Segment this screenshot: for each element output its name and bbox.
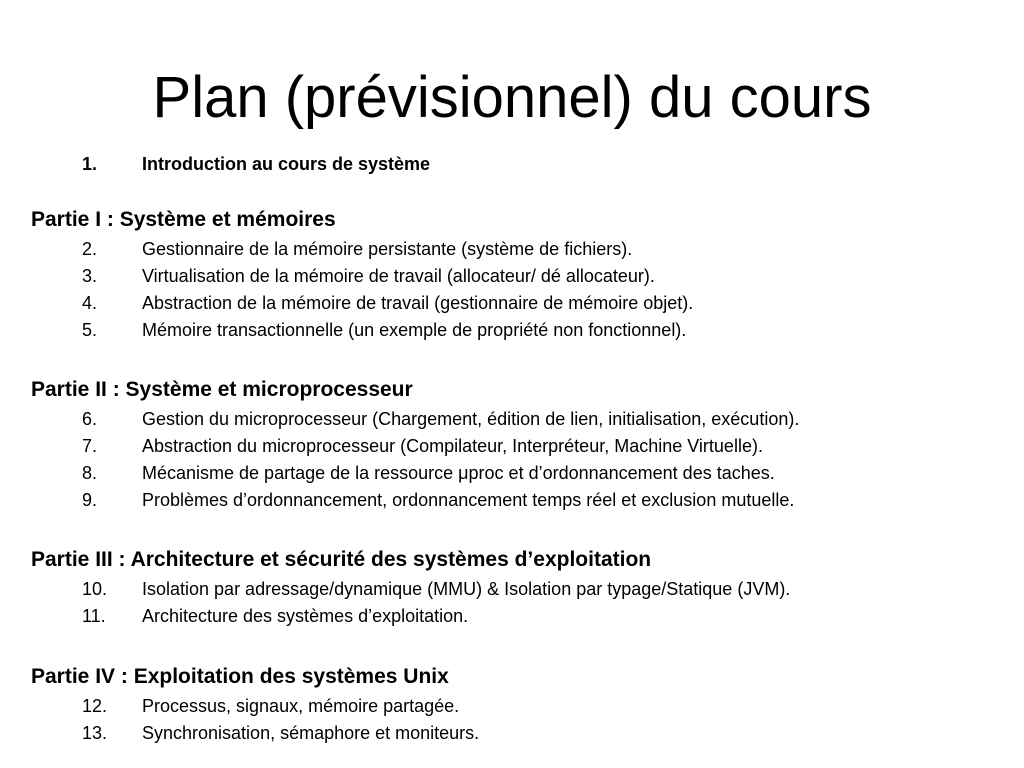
item-text: Abstraction de la mémoire de travail (gestionnaire de mémoire objet). xyxy=(142,293,694,313)
item-text: Synchronisation, sémaphore et moniteurs. xyxy=(142,723,480,743)
item-text: Architecture des systèmes d’exploitation. xyxy=(142,606,469,626)
item-number: 11. xyxy=(82,606,106,626)
part-heading: Partie IV : Exploitation des systèmes Unix xyxy=(31,665,449,688)
item-number: 2. xyxy=(82,239,98,259)
item-text: Virtualisation de la mémoire de travail (allocateur/ dé allocateur). xyxy=(142,266,655,286)
item-number: 1. xyxy=(82,154,98,174)
item-number: 5. xyxy=(82,320,98,340)
part-heading: Partie I : Système et mémoires xyxy=(31,208,336,231)
item-text: Problèmes d’ordonnancement, ordonnancement temps réel et exclusion mutuelle. xyxy=(142,490,795,510)
part-heading: Partie III : Architecture et sécurité des systèmes d’exploitation xyxy=(31,548,652,571)
item-text: Gestion du microprocesseur (Chargement, édition de lien, initialisation, exécution). xyxy=(142,409,800,429)
item-number: 8. xyxy=(82,463,98,483)
item-text: Mécanisme de partage de la ressource μproc et d’ordonnancement des taches. xyxy=(142,463,775,483)
item-number: 9. xyxy=(82,490,98,510)
item-text: Mémoire transactionnelle (un exemple de propriété non fonctionnel). xyxy=(142,320,687,340)
item-number: 10. xyxy=(82,579,108,599)
item-text: Isolation par adressage/dynamique (MMU) & Isolation par typage/Statique (JVM). xyxy=(142,579,791,599)
item-number: 3. xyxy=(82,266,98,286)
item-number: 7. xyxy=(82,436,98,456)
item-number: 13. xyxy=(82,723,108,743)
part-heading: Partie II : Système et microprocesseur xyxy=(31,378,413,401)
slide-title: Plan (prévisionnel) du cours xyxy=(152,65,872,130)
item-number: 4. xyxy=(82,293,98,313)
item-text: Gestionnaire de la mémoire persistante (système de fichiers). xyxy=(142,239,633,259)
item-number: 12. xyxy=(82,696,108,716)
item-text: Introduction au cours de système xyxy=(142,154,431,174)
item-text: Processus, signaux, mémoire partagée. xyxy=(142,696,460,716)
item-text: Abstraction du microprocesseur (Compilateur, Interpréteur, Machine Virtuelle). xyxy=(142,436,763,456)
item-number: 6. xyxy=(82,409,98,429)
